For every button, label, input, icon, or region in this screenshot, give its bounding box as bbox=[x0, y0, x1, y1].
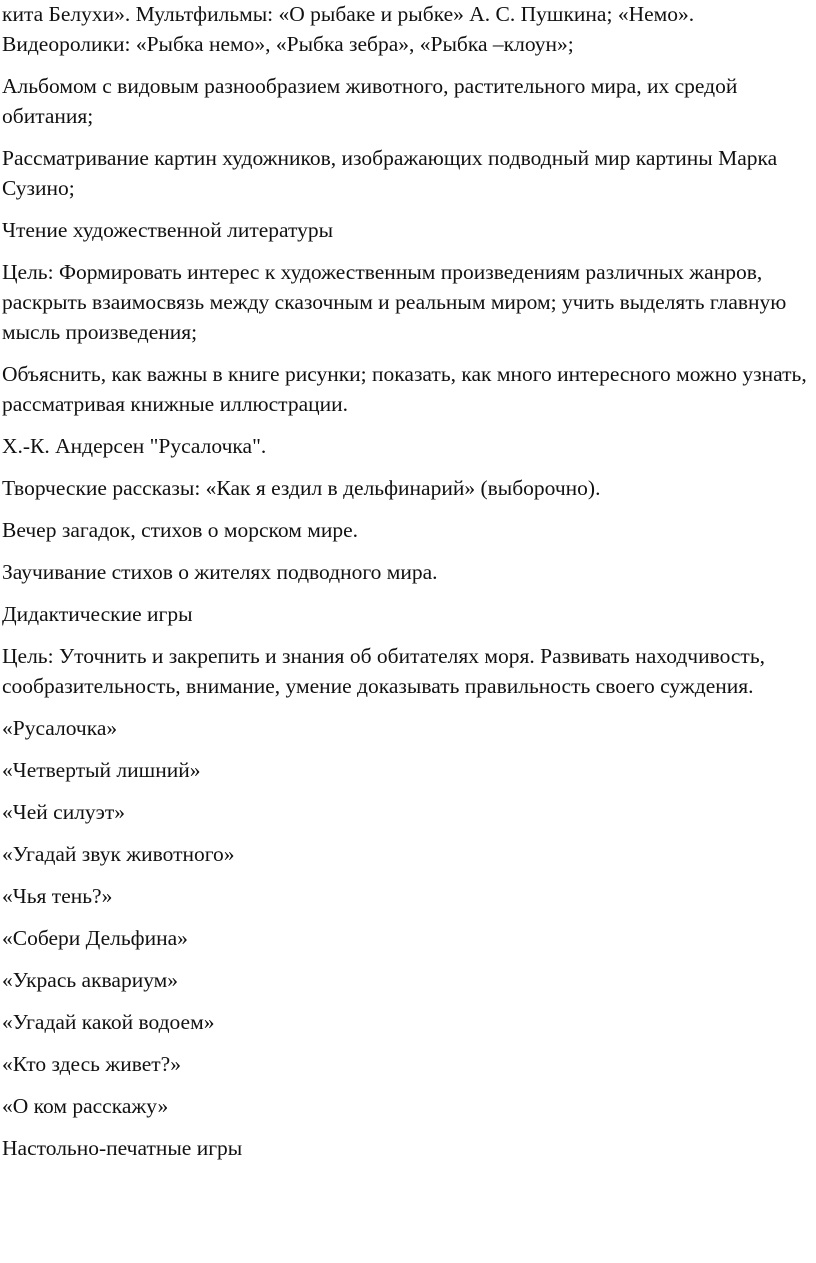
paragraph-riddles-evening: Вечер загадок, стихов о морском мире. bbox=[2, 518, 358, 542]
paragraph-didactic-goal: Цель: Уточнить и закрепить и знания об обитателях моря. Развивать находчивость, сообразительность, внимание, умение доказывать правильность своего суждения. bbox=[2, 644, 766, 698]
paragraph-illustrations: Объяснить, как важны в книге рисунки; показать, как много интересного можно узнать, рассматривая книжные иллюстрации. bbox=[2, 362, 807, 416]
paragraph-paintings: Рассматривание картин художников, изображающих подводный мир картины Марка Сузино; bbox=[2, 146, 778, 200]
paragraph-reading-goal: Цель: Формировать интерес к художественным произведениям различных жанров, раскрыть взаимосвязь между сказочным и реальным миром; учить выделять главную мысль произведения; bbox=[2, 260, 787, 344]
paragraph-memorizing-poems: Заучивание стихов о жителях подводного мира. bbox=[2, 560, 438, 584]
paragraph-creative-stories: Творческие рассказы: «Как я ездил в дельфинарий» (выборочно). bbox=[2, 476, 601, 500]
game-item: «Русалочка» bbox=[2, 716, 118, 740]
paragraph-andersen: Х.-К. Андерсен "Русалочка". bbox=[2, 434, 267, 458]
game-item: «Собери Дельфина» bbox=[2, 926, 188, 950]
game-item: «Чья тень?» bbox=[2, 884, 113, 908]
game-item: «О ком расскажу» bbox=[2, 1094, 169, 1118]
section-heading-board-games: Настольно-печатные игры bbox=[2, 1136, 243, 1160]
section-heading-didactic-games: Дидактические игры bbox=[2, 602, 193, 626]
game-item: «Четвертый лишний» bbox=[2, 758, 201, 782]
game-item: «Кто здесь живет?» bbox=[2, 1052, 181, 1076]
paragraph-album: Альбомом с видовым разнообразием животного, растительного мира, их средой обитания; bbox=[2, 74, 738, 128]
section-heading-reading: Чтение художественной литературы bbox=[2, 218, 334, 242]
game-item: «Укрась аквариум» bbox=[2, 968, 179, 992]
game-item: «Чей силуэт» bbox=[2, 800, 126, 824]
game-item: «Угадай какой водоем» bbox=[2, 1010, 215, 1034]
game-item: «Угадай звук животного» bbox=[2, 842, 235, 866]
paragraph-cartoons-videos: кита Белухи». Мультфильмы: «О рыбаке и рыбке» А. С. Пушкина; «Немо». Видеоролики: «Рыбка немо», «Рыбка зебра», «Рыбка –клоун»; bbox=[2, 2, 695, 56]
